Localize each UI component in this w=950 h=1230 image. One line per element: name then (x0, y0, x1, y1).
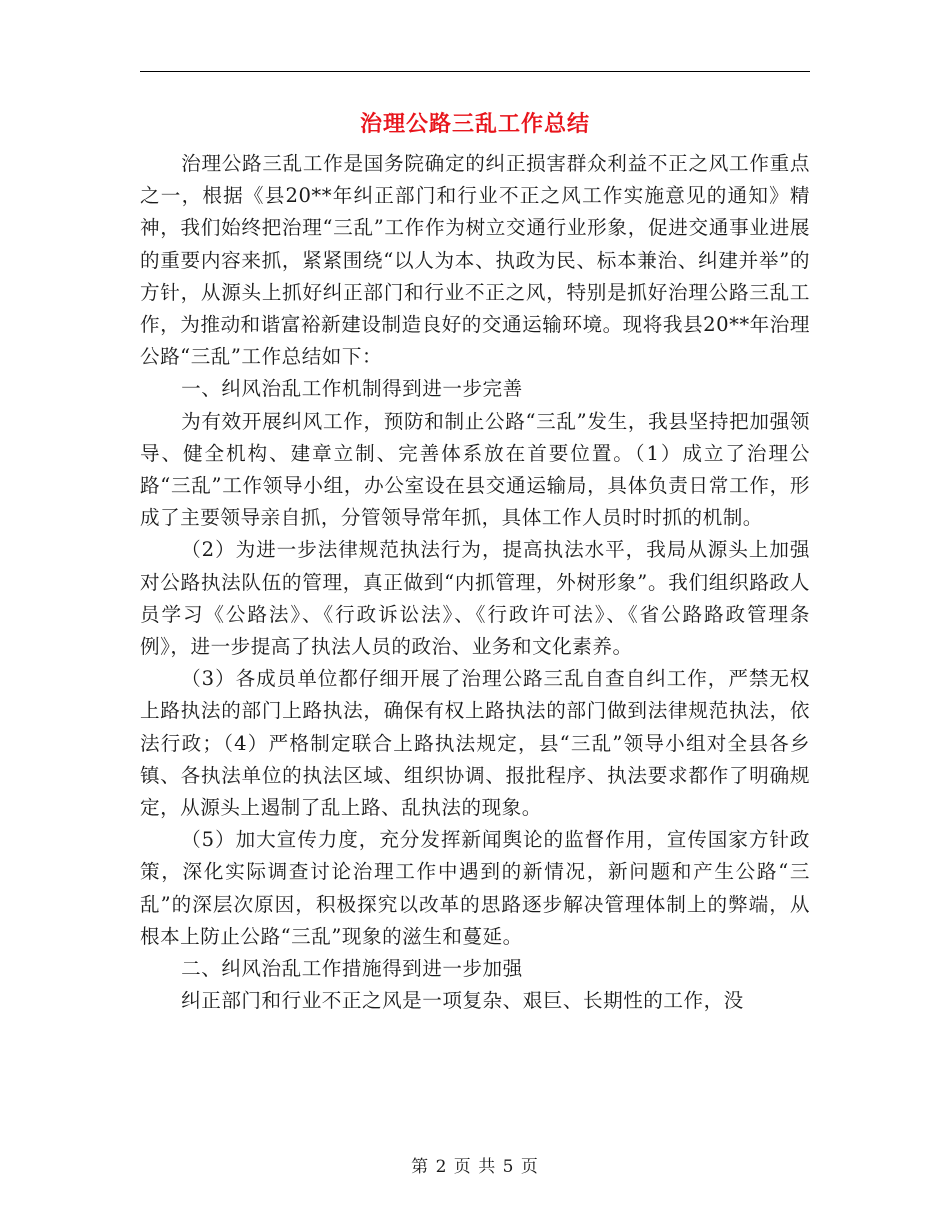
section-heading-2: 二、纠风治乱工作措施得到进一步加强 (181, 957, 523, 981)
paragraph-intro: 治理公路三乱工作是国务院确定的纠正损害群众利益不正之风工作重点之一，根据《县20**年纠正部门和行业不正之风工作实施意见的通知》精神，我们始终把治理“三乱”工作作为树立交通行业形象，促进交通事业进展的重要内容来抓，紧紧围绕“以人为本、执政为民、标本兼治、纠建并举”的方针，从源头上抓好纠正部门和行业不正之风，特别是抓好治理公路三乱工作，为推动和谐富裕新建设制造良好的交通运输环境。现将我县20**年治理公路“三乱”工作总结如下： (140, 152, 810, 369)
paragraph-5: 纠正部门和行业不正之风是一项复杂、艰巨、长期性的工作，没 (181, 989, 744, 1013)
paragraph-4: （5）加大宣传力度，充分发挥新闻舆论的监督作用，宣传国家方针政策，深化实际调查讨论治理工作中遇到的新情况，新问题和产生公路“三乱”的深层次原因，积极探究以改革的思路逐步解决管理体制上的弊端，从根本上防止公路“三乱”现象的滋生和蔓延。 (140, 828, 810, 948)
section-heading-1: 一、纠风治乱工作机制得到进一步完善 (181, 377, 523, 401)
document-title: 治理公路三乱工作总结 (359, 112, 590, 137)
paragraph-2: （2）为进一步法律规范执法行为，提高执法水平，我局从源头上加强对公路执法队伍的管理，真正做到“内抓管理，外树形象”。我们组织路政人员学习《公路法》、《行政诉讼法》、《行政许可法》、《省公路路政管理条例》，进一步提高了执法人员的政治、业务和文化素养。 (140, 538, 810, 659)
header-rule (140, 71, 810, 72)
page-number-footer: 第 2 页 共 5 页 (411, 1157, 539, 1177)
document-body (140, 148, 810, 1017)
paragraph-3: （3）各成员单位都仔细开展了治理公路三乱自查自纠工作，严禁无权上路执法的部门上路执法，确保有权上路执法的部门做到法律规范执法，依法行政；（4）严格制定联合上路执法规定，县“三乱”领导小组对全县各乡镇、各执法单位的执法区域、组织协调、报批程序、执法要求都作了明确规定，从源头上遏制了乱上路、乱执法的现象。 (140, 667, 810, 820)
paragraph-1: 为有效开展纠风工作，预防和制止公路“三乱”发生，我县坚持把加强领导、健全机构、建章立制、完善体系放在首要位置。（1）成立了治理公路“三乱”工作领导小组，办公室设在县交通运输局，具体负责日常工作，形成了主要领导亲自抓，分管领导常年抓，具体工作人员时时抓的机制。 (140, 409, 810, 530)
